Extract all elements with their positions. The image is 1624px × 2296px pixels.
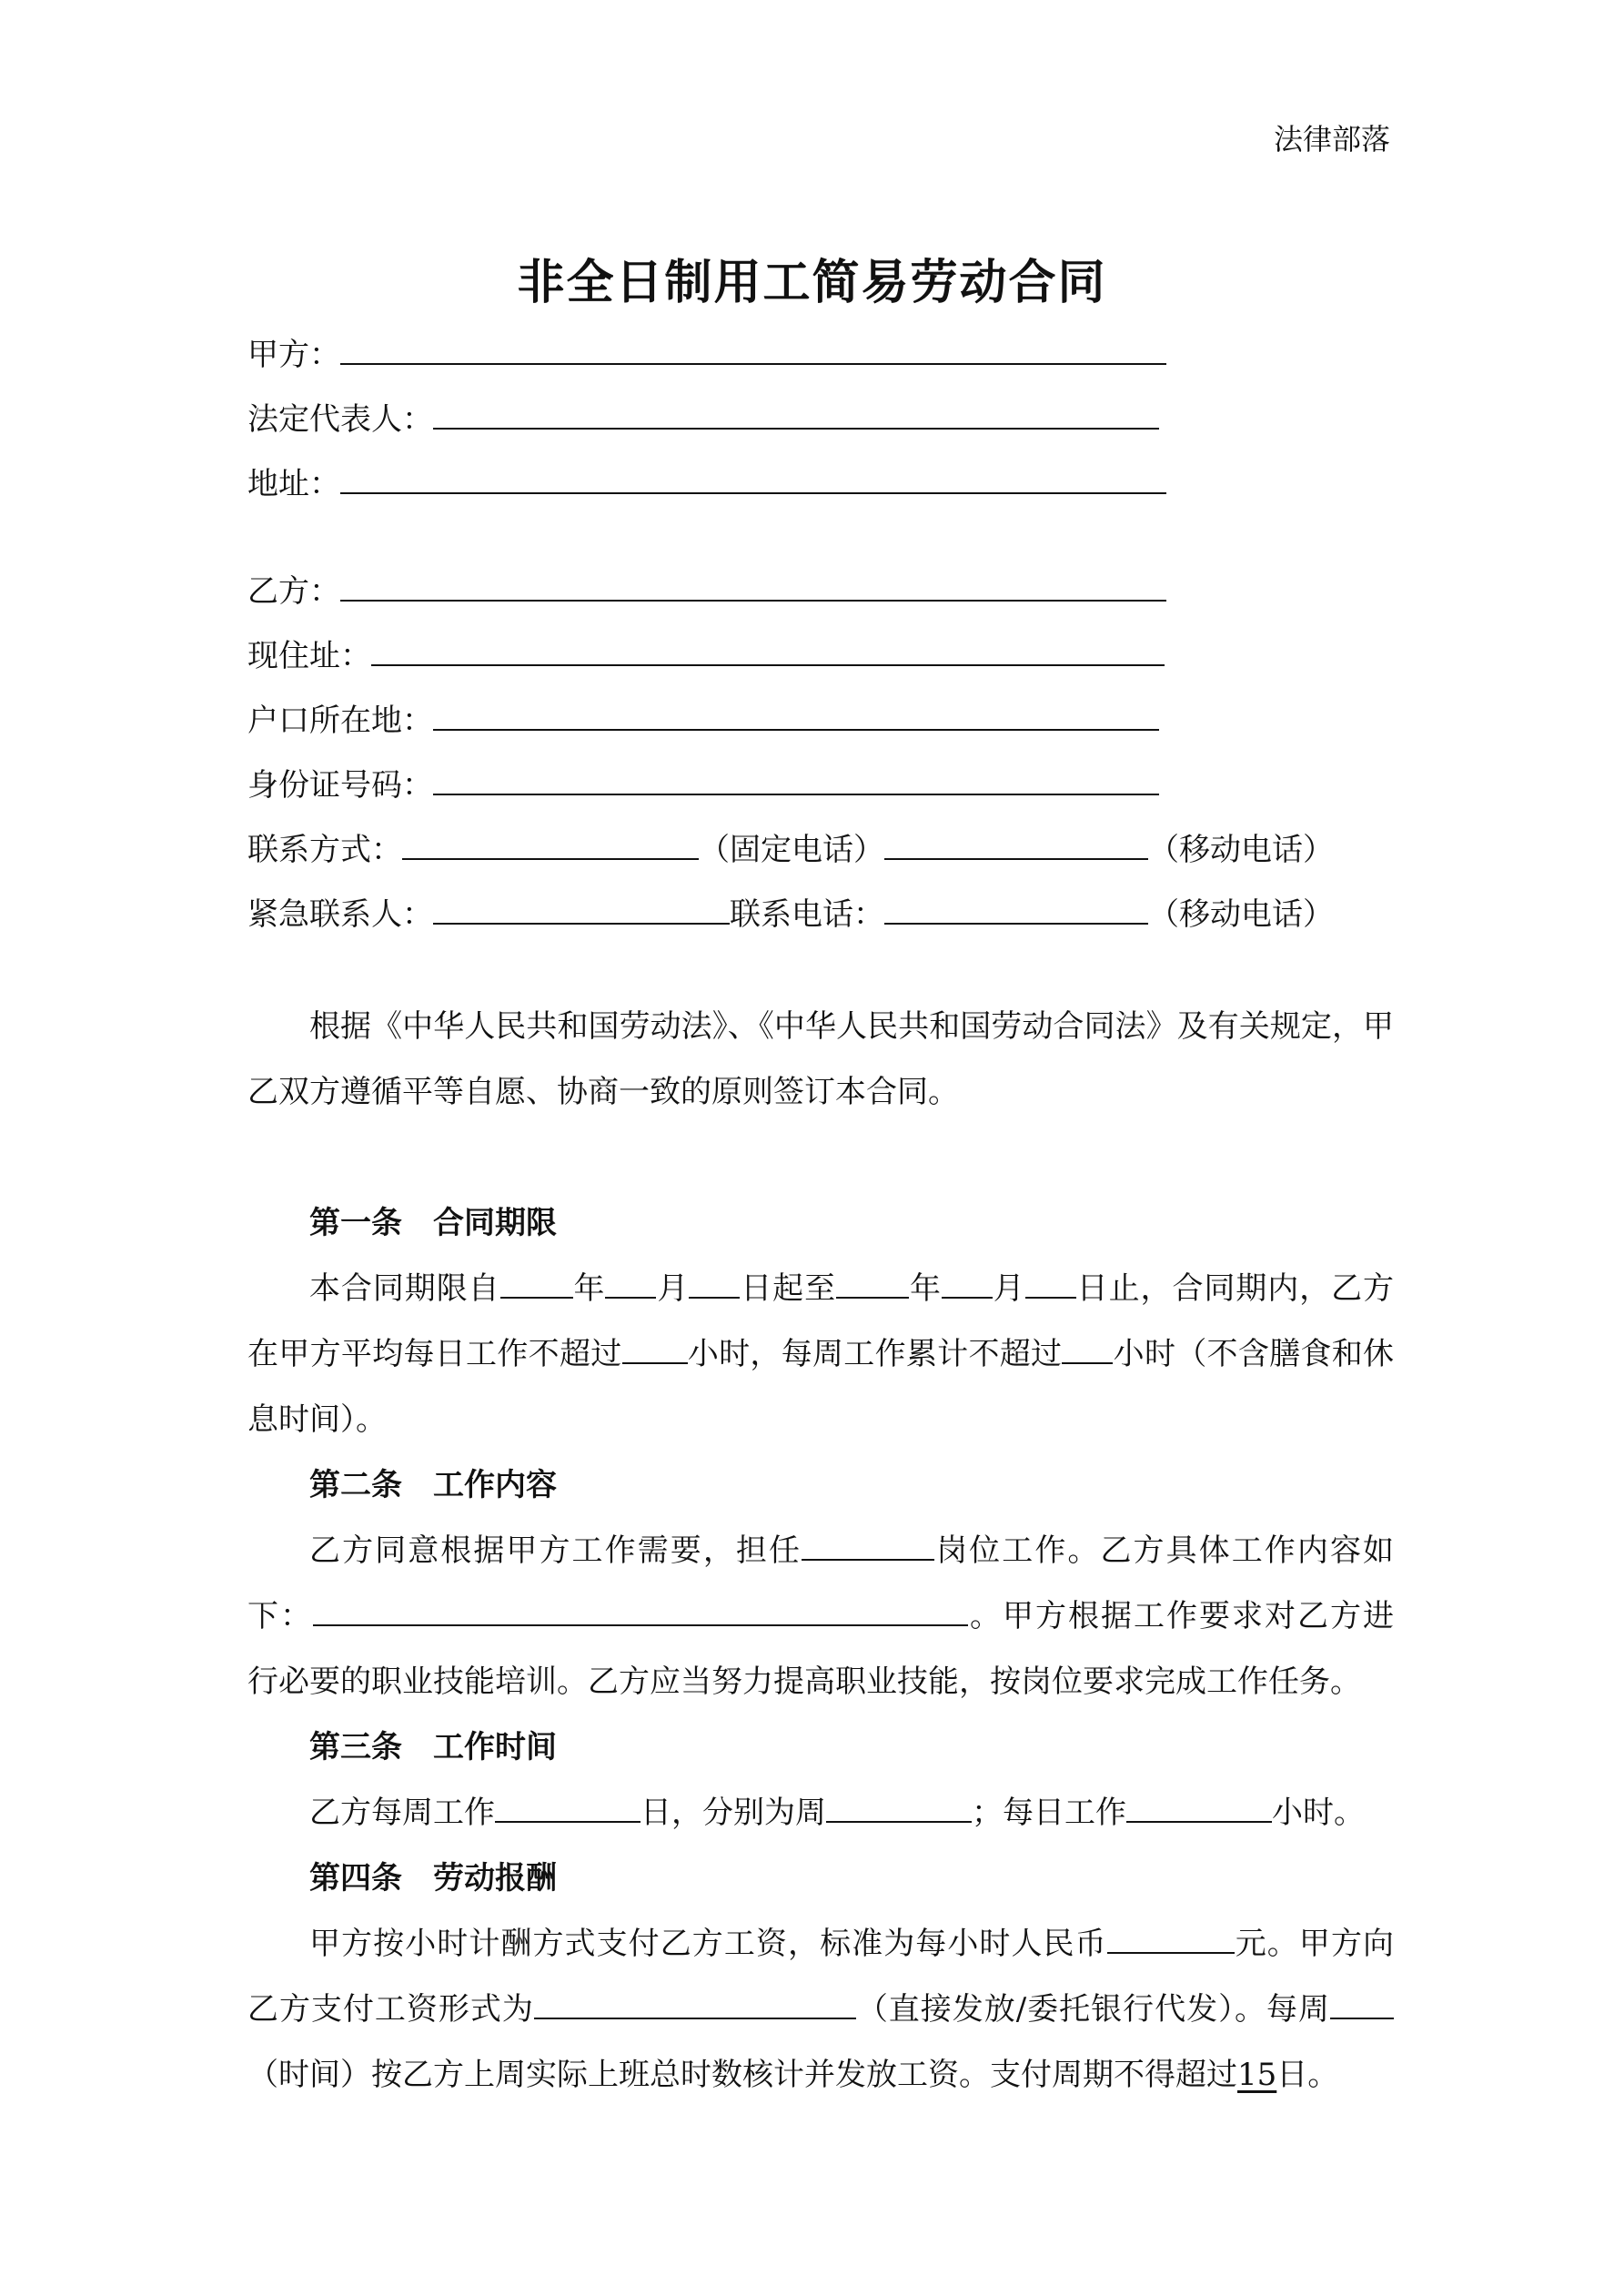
party-b-name-label: 乙方： xyxy=(247,573,340,610)
party-a-name-label: 甲方： xyxy=(247,337,340,373)
end-year-blank[interactable] xyxy=(836,1269,909,1299)
preamble-line-2: 甲乙双方遵循平等自愿、协商一致的原则签订本合同。 xyxy=(247,1008,1394,1110)
end-month-blank[interactable] xyxy=(942,1269,993,1299)
payment-method-blank[interactable] xyxy=(534,1990,856,2019)
emergency-phone-field[interactable] xyxy=(884,892,1148,925)
preamble xyxy=(247,994,1394,1125)
start-day-blank[interactable] xyxy=(689,1269,740,1299)
weekday-blank[interactable] xyxy=(826,1794,972,1823)
party-b-id-label: 身份证号码： xyxy=(247,767,433,804)
header-label: 法律部落 xyxy=(1273,122,1390,157)
fixed-phone-label: （固定电话） xyxy=(699,832,884,868)
job-content-blank[interactable] xyxy=(313,1597,968,1626)
mobile-phone-label: （移动电话） xyxy=(1148,832,1334,868)
article-3-text xyxy=(247,1780,1394,1846)
end-day-blank[interactable] xyxy=(1025,1269,1076,1299)
a4-text-5: 日。 xyxy=(1276,2057,1339,2093)
page-title: 非全日制用工简易劳动合同 xyxy=(517,256,1107,310)
article-2-heading: 第二条 工作内容 xyxy=(309,1467,557,1503)
party-b-hukou-row xyxy=(247,698,1159,743)
emergency-contact-row xyxy=(247,892,1334,937)
a3-text-2: 日，分别为周 xyxy=(641,1795,826,1831)
article-4-heading: 第四条 劳动报酬 xyxy=(309,1860,557,1896)
daily-hours-blank[interactable] xyxy=(622,1335,688,1364)
max-pay-days: 15 xyxy=(1237,2057,1277,2093)
party-b-contact-label: 联系方式： xyxy=(247,832,402,868)
a2-text-3: 。甲方根据工作要求对乙方进行必要的职业技能培训。乙方应当努力提高职业技能，按岗位要求完成工作任务。 xyxy=(247,1598,1394,1700)
party-b-current-address-field[interactable] xyxy=(371,633,1165,666)
preamble-line-1: 根据《中华人民共和国劳动法》、《中华人民共和国劳动合同法》及有关规定， xyxy=(309,1008,1363,1045)
position-blank[interactable] xyxy=(802,1532,934,1561)
pay-day-blank[interactable] xyxy=(1330,1990,1394,2019)
a1-text-1: 本合同期限自 xyxy=(309,1270,500,1307)
a4-text-1: 甲方按小时计酬方式支付乙方工资，标准为每小时人民币 xyxy=(309,1926,1107,1962)
party-b-contact-row xyxy=(247,827,1334,873)
party-b-hukou-field[interactable] xyxy=(433,698,1159,731)
a3-text-4: 小时。 xyxy=(1272,1795,1365,1831)
party-a-rep-field[interactable] xyxy=(433,397,1159,430)
article-3-heading: 第三条 工作时间 xyxy=(309,1729,557,1765)
emergency-phone-label: 联系电话： xyxy=(730,896,884,933)
party-b-current-address-row xyxy=(247,633,1165,679)
start-year-blank[interactable] xyxy=(500,1269,573,1299)
a1-month-1: 月 xyxy=(656,1270,690,1307)
emergency-mobile-label: （移动电话） xyxy=(1148,896,1334,933)
party-a-rep-row xyxy=(247,397,1159,442)
party-b-id-field[interactable] xyxy=(433,763,1159,795)
a4-text-4: （时间）按乙方上周实际上班总时数核计并发放工资。支付周期不得超过 xyxy=(247,2057,1237,2093)
work-days-blank[interactable] xyxy=(495,1794,641,1823)
party-a-name-field[interactable] xyxy=(340,332,1166,365)
party-a-address-row xyxy=(247,461,1166,507)
article-1-text xyxy=(247,1256,1394,1452)
party-a-rep-label: 法定代表人： xyxy=(247,401,433,438)
a3-text-3: ；每日工作 xyxy=(972,1795,1126,1831)
a1-day-from: 日起至 xyxy=(740,1270,837,1307)
mobile-phone-field[interactable] xyxy=(884,827,1148,860)
a4-text-3: （直接发放/委托银行代发）。每周 xyxy=(855,1991,1330,2028)
a1-year-2: 年 xyxy=(909,1270,942,1307)
party-b-name-field[interactable] xyxy=(340,569,1166,602)
a2-text-1: 乙方同意根据甲方工作需要，担任 xyxy=(309,1532,802,1569)
hourly-rate-blank[interactable] xyxy=(1107,1925,1235,1954)
start-month-blank[interactable] xyxy=(605,1269,656,1299)
a2-text-2: 岗位工作。乙方具体工作内容如下： xyxy=(247,1532,1395,1634)
party-b-id-row xyxy=(247,763,1159,808)
party-b-name-row xyxy=(247,569,1166,614)
contract-body xyxy=(247,994,1394,2108)
article-4-text xyxy=(247,1911,1394,2108)
a4-text-2: 元。甲方向乙方支付工资形式为 xyxy=(247,1926,1395,2028)
a1-day-to: 日止，合同期内，乙方在甲方平均每日工作不超过 xyxy=(247,1270,1395,1372)
party-a-name-row xyxy=(247,332,1166,378)
weekly-hours-blank[interactable] xyxy=(1062,1335,1113,1364)
party-a-address-field[interactable] xyxy=(340,461,1166,494)
emergency-contact-label: 紧急联系人： xyxy=(247,896,433,933)
a1-hours-week: 小时（不含膳食和休息时间）。 xyxy=(247,1336,1395,1438)
a3-text-1: 乙方每周工作 xyxy=(309,1795,495,1831)
emergency-contact-field[interactable] xyxy=(433,892,730,925)
party-b-hukou-label: 户口所在地： xyxy=(247,703,433,739)
fixed-phone-field[interactable] xyxy=(402,827,699,860)
party-b-current-address-label: 现住址： xyxy=(247,638,371,674)
a1-year-1: 年 xyxy=(572,1270,606,1307)
a1-hours-day: 小时，每周工作累计不超过 xyxy=(687,1336,1063,1372)
daily-work-hours-blank[interactable] xyxy=(1126,1794,1272,1823)
party-a-address-label: 地址： xyxy=(247,466,340,502)
a1-month-2: 月 xyxy=(992,1270,1025,1307)
article-2-text xyxy=(247,1518,1394,1714)
article-1-heading: 第一条 合同期限 xyxy=(309,1205,557,1241)
